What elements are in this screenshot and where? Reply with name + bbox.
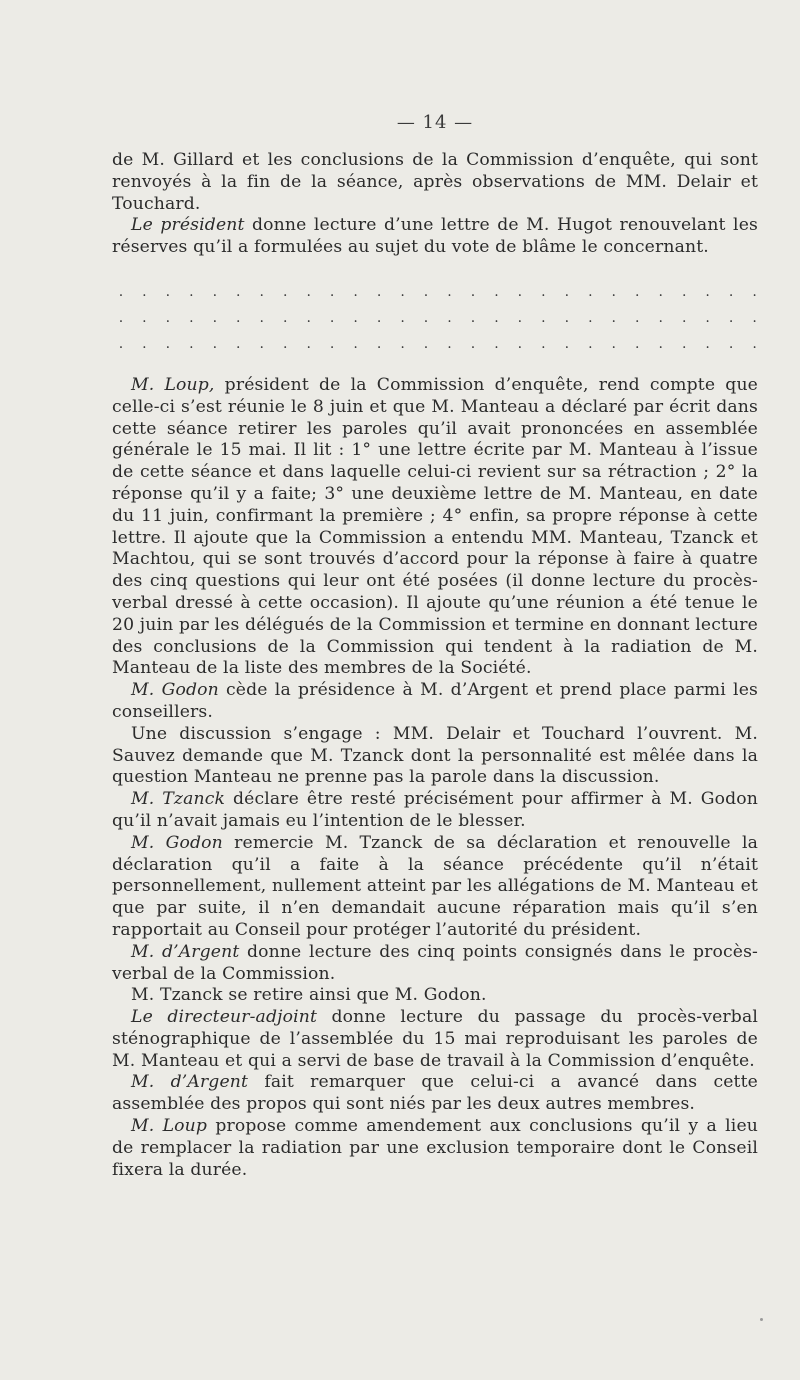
ellipsis-dot: . [329,309,335,326]
paragraph-10 [112,1007,758,1072]
ellipsis-dot: . [353,309,358,326]
paragraph-11-speaker: M. d’Argent [131,1072,249,1093]
ellipsis-dot: . [189,335,194,352]
ellipsis-dot: . [282,335,288,352]
ellipsis-dot: . [118,283,124,300]
ellipsis-dot: . [635,283,640,300]
ellipsis-dot: . [142,335,147,352]
paragraph-5-text: Une discussion s’engage : MM. Delair et Touchard l’ouvrent. M. Sauvez demande que M. Tzanck dont la personnalité est mêlée dans la question Manteau ne prenne pas la parole dans la discussion. [112,723,758,788]
ellipsis-dot: . [494,335,499,352]
paragraph-6 [112,789,758,833]
ellipsis-dot: . [658,283,664,300]
ellipsis-dot: . [705,309,711,326]
ellipsis-dot: . [447,335,452,352]
paragraph-5 [112,724,758,789]
paragraph-8 [112,942,758,986]
ellipsis-dot: . [681,309,687,326]
paragraph-4 [112,680,758,724]
ellipsis-dot: . [564,335,570,352]
ellipsis-dot: . [728,309,734,326]
ellipsis-dot: . [400,335,405,352]
ellipsis-dot: . [282,309,288,326]
ellipsis-dot: . [588,335,593,352]
ellipsis-dot: . [118,309,124,326]
paragraph-4-text: cède la présidence à M. d’Argent et prend place parmi les conseillers. [112,680,758,722]
ellipsis-dot: . [681,335,687,352]
ellipsis-dot: . [165,283,171,300]
ellipsis-dot: . [236,335,241,352]
ellipsis-dot: . [752,283,757,300]
ellipsis-dot: . [165,309,171,326]
page-number: — 14 — [396,112,474,133]
ellipsis-dot: . [752,335,757,352]
paragraph-10-text: donne lecture du passage du procès-verbal sténographique de l’assemblée du 15 mai reproduisant les paroles de M. Manteau et qui a servi de base de travail à la Commission d’enquête. [112,1007,758,1071]
ellipsis-dot: . [400,309,405,326]
ellipsis-dot: . [353,335,358,352]
ellipsis-dot: . [329,283,335,300]
ellipsis-dot: . [259,309,265,326]
ellipsis-dot: . [447,283,452,300]
ellipsis-dot: . [635,335,640,352]
ellipsis-dot: . [259,283,265,300]
page-body [112,150,758,1181]
ellipsis-dot: . [142,283,147,300]
paper-speck [760,1318,763,1321]
ellipsis-dot: . [376,335,382,352]
ellipsis-dot: . [212,335,218,352]
paragraph-12 [112,1116,758,1181]
paragraph-6-speaker: M. Tzanck [131,789,226,810]
ellipsis-dot: . [517,283,523,300]
paragraph-11-text: fait remarquer que celui-ci a avancé dans cette assemblée des propos qui sont niés par les deux autres membres. [112,1072,758,1115]
paragraph-2-speaker: Le président [131,215,245,236]
paragraph-7-text: remercie M. Tzanck de sa déclaration et renouvelle la déclaration qu’il a faite à la séance précédente qu’il n’était personnellement, nullement atteint par les allégations de M. Manteau et que par suite, il n’en demandait aucune réparation mais qu’il s’en rapportait au Conseil pour protéger l’autorité du président. [112,832,759,940]
paragraph-12-speaker: M. Loup [131,1116,208,1137]
paragraph-1-text: de M. Gillard et les conclusions de la Commission d’enquête, qui sont renvoyés à la fin de la séance, après observations de MM. Delair et Touchard. [112,150,758,214]
ellipsis-dot: . [189,309,194,326]
ellipsis-dot: . [447,309,452,326]
ellipsis-dot: . [259,335,265,352]
ellipsis-rows [112,279,758,357]
ellipsis-dot: . [306,335,312,352]
paragraph-11 [112,1072,758,1116]
ellipsis-dot: . [728,335,734,352]
ellipsis-dot: . [564,309,570,326]
paragraph-7 [112,833,758,942]
ellipsis-dot: . [494,283,499,300]
ellipsis-dot: . [588,283,593,300]
paragraph-8-text: donne lecture des cinq points consignés dans le procès-verbal de la Commission. [112,941,758,984]
ellipsis-dot: . [588,309,593,326]
ellipsis-dot: . [564,283,570,300]
ellipsis-dot: . [212,309,218,326]
ellipsis-dot: . [306,309,312,326]
paragraph-12-text: propose comme amendement aux conclusions qu’il y a lieu de remplacer la radiation par une exclusion temporaire dont le Conseil fixera la durée. [112,1116,758,1180]
paragraph-8-speaker: M. d’Argent [131,941,240,962]
ellipsis-dot: . [353,283,358,300]
ellipsis-dot: . [142,309,147,326]
ellipsis-dot: . [517,309,523,326]
ellipsis-dot: . [541,335,546,352]
ellipsis-dot: . [611,309,617,326]
ellipsis-dot: . [752,309,757,326]
ellipsis-dot: . [705,283,711,300]
ellipsis-dot: . [212,283,218,300]
ellipsis-dot: . [236,309,241,326]
paragraph-2-text: donne lecture d’une lettre de M. Hugot renouvelant les réserves qu’il a formulées au sujet du vote de blâme le concernant. [112,215,758,258]
ellipsis-dot: . [376,283,382,300]
ellipsis-dot: . [728,283,734,300]
ellipsis-dot: . [658,309,664,326]
paragraph-9-text: M. Tzanck se retire ainsi que M. Godon. [131,985,487,1006]
paragraph-1 [112,150,758,215]
ellipsis-dot: . [329,335,335,352]
ellipsis-row [112,331,758,357]
ellipsis-dot: . [541,283,546,300]
ellipsis-dot: . [470,335,476,352]
ellipsis-dot: . [282,283,288,300]
ellipsis-dot: . [470,309,476,326]
ellipsis-dot: . [236,283,241,300]
paragraph-2 [112,215,758,259]
ellipsis-dot: . [705,335,711,352]
ellipsis-dot: . [400,283,405,300]
ellipsis-dot: . [118,335,124,352]
ellipsis-dot: . [423,335,429,352]
paragraph-3-speaker: M. Loup, [131,374,215,395]
ellipsis-dot: . [635,309,640,326]
paragraph-10-speaker: Le directeur-adjoint [131,1007,318,1028]
ellipsis-dot: . [470,283,476,300]
ellipsis-dot: . [494,309,499,326]
ellipsis-dot: . [541,309,546,326]
ellipsis-dot: . [423,309,429,326]
ellipsis-dot: . [681,283,687,300]
paragraph-9 [112,985,758,1007]
ellipsis-dot: . [376,309,382,326]
ellipsis-dot: . [611,335,617,352]
ellipsis-dot: . [611,283,617,300]
ellipsis-dot: . [165,335,171,352]
paragraph-7-speaker: M. Godon [131,832,223,853]
ellipsis-dot: . [658,335,664,352]
ellipsis-dot: . [517,335,523,352]
ellipsis-dot: . [189,283,194,300]
paragraph-6-text: déclare être resté précisément pour affirmer à M. Godon qu’il n’avait jamais eu l’intention de le blesser. [112,789,758,831]
ellipsis-dot: . [423,283,429,300]
ellipsis-dot: . [306,283,312,300]
paragraph-3 [112,375,758,680]
paragraph-3-text: président de la Commission d’enquête, rend compte que celle-ci s’est réunie le 8 juin et que M. Manteau a déclaré par écrit dans cette séance retirer les paroles qu’il avait prononcées en assemblée générale le 15 mai. Il lit : 1° une lettre écrite par M. Manteau à l’issue de cette séance et dans laquelle celui-ci revient sur sa rétraction ; 2° la réponse qu’il y a faite; 3° une deuxième lettre de M. Manteau, en date du 11 juin, confirmant la première ; 4° enfin, sa propre réponse à cette lettre. Il ajoute que la Commission a entendu MM. Manteau, Tzanck et Machtou, qui se sont trouvés d’accord pour la réponse à faire à quatre des cinq questions qui leur ont été posées (il donne lecture du procès-verbal dressé à cette occasion). Il ajoute qu’une réunion a été tenue le 20 juin par les délégués de la Commission et termine en donnant lecture des conclusions de la Commission qui tendent à la radiation de M. Manteau de la liste des membres de la Société. [112,374,758,679]
ellipsis-row [112,305,758,331]
ellipsis-row [112,279,758,305]
paragraph-4-speaker: M. Godon [131,680,219,701]
